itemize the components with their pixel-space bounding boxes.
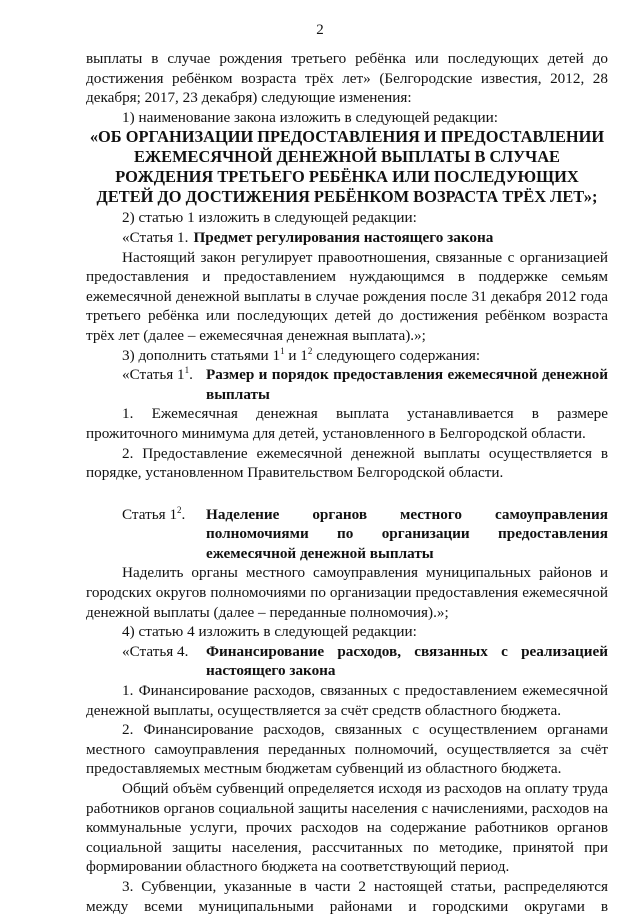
amendment-1-paragraph: 1) наименование закона изложить в следующей редакции: xyxy=(122,108,498,126)
amendment-2-paragraph: 2) статью 1 изложить в следующей редакции: xyxy=(122,209,417,227)
amendment-3-text-c: следующего содержания: xyxy=(312,346,481,364)
article-1-1-title: Размер и порядок предоставления ежемесячной денежной выплаты xyxy=(206,366,608,403)
article-1-2-heading xyxy=(86,505,608,564)
intro-paragraph: выплаты в случае рождения третьего ребёнка или последующих детей до достижения ребёнком возраста трёх лет» (Белгородские известия, 2012, 28 декабря; 2017, 23 декабря) следующие изменения: xyxy=(86,50,608,107)
article-4-part-2-cont: Общий объём субвенций определяется исходя из расходов на оплату труда работников органов социальной защиты населения с начислениями, расходов на коммунальные услуги, прочих расходов на содержание работников органов социальной защиты населения, рассчитанных по методике, принятой при формировании областного бюджета на соответствующий период. xyxy=(86,780,608,876)
article-1-text: Настоящий закон регулирует правоотношения, связанные с организацией предоставления и предоставлением нуждающимся в поддержке семьям ежемесячной денежной выплаты в случае рождения после 31 декабря 2012 года третьего ребёнка или последующих детей до достижения ребёнком возраста трёх лет (далее – ежемесячная денежная выплата).»; xyxy=(86,248,608,344)
article-1-2-text: Наделить органы местного самоуправления муниципальных районов и городских округов полномочиями по организации предоставления ежемесячной денежной выплаты (далее – переданные полномочия).»; xyxy=(86,564,608,621)
amendment-3-text-b: и 1 xyxy=(284,346,308,364)
article-1-1-part-1: 1. Ежемесячная денежная выплата устанавливается в размере прожиточного минимума для детей, установленного в Белгородской области. xyxy=(86,405,608,442)
superscript: 1 xyxy=(280,345,285,356)
article-1-2-label xyxy=(122,505,206,564)
document-body xyxy=(86,49,608,916)
amendment-3-paragraph xyxy=(86,346,608,366)
article-4-part-1: 1. Финансирование расходов, связанных с предоставлением ежемесячной денежной выплаты, осуществляется за счёт средств областного бюджета. xyxy=(86,682,608,719)
page-number: 2 xyxy=(316,22,324,38)
article-1-1-label xyxy=(122,365,206,404)
article-4-part-3: 3. Субвенции, указанные в части 2 настоящей статьи, распределяются между всеми муниципальными районами и городскими округами в xyxy=(86,877,608,915)
article-1-heading xyxy=(86,228,608,248)
article-1-2-title: Наделение органов местного самоуправления полномочиями по организации предоставления ежемесячной денежной выплаты xyxy=(206,505,608,562)
label-dot: . xyxy=(189,366,193,384)
law-title: «ОБ ОРГАНИЗАЦИИ ПРЕДОСТАВЛЕНИЯ И ПРЕДОСТАВЛЕНИИ ЕЖЕМЕСЯЧНОЙ ДЕНЕЖНОЙ ВЫПЛАТЫ В СЛУЧАЕ РОЖДЕНИЯ ТРЕТЬЕГО РЕБЁНКА ИЛИ ПОСЛЕДУЮЩИХ ДЕТЕЙ ДО ДОСТИЖЕНИЯ РЕБЁНКОМ ВОЗРАСТА ТРЁХ ЛЕТ»; xyxy=(89,127,605,207)
article-4-title: Финансирование расходов, связанных с реализацией настоящего закона xyxy=(206,642,608,680)
label-text: «Статья 1 xyxy=(122,366,185,384)
article-4-heading xyxy=(86,642,608,681)
article-1-label: «Статья 1. xyxy=(122,228,189,246)
spacer xyxy=(86,483,608,505)
article-1-1-part-2: 2. Предоставление ежемесячной денежной выплаты осуществляется в порядке, установленном Правительством Белгородской области. xyxy=(86,444,608,482)
label-text: Статья 1 xyxy=(122,505,178,523)
article-4-label: «Статья 4. xyxy=(122,642,189,660)
amendment-3-text-a: 3) дополнить статьями 1 xyxy=(122,346,281,364)
article-1-1-heading xyxy=(86,365,608,404)
superscript: 1 xyxy=(184,365,190,376)
superscript: 2 xyxy=(177,504,182,515)
label-dot: . xyxy=(181,505,186,523)
amendment-4-paragraph: 4) статью 4 изложить в следующей редакции: xyxy=(122,623,417,641)
superscript: 2 xyxy=(307,345,313,356)
article-1-title: Предмет регулирования настоящего закона xyxy=(193,228,494,246)
article-4-part-2: 2. Финансирование расходов, связанных с осуществлением органами местного самоуправления переданных полномочий, осуществляется за счёт предоставляемых местным бюджетам субвенций из областного бюджета. xyxy=(86,721,608,778)
